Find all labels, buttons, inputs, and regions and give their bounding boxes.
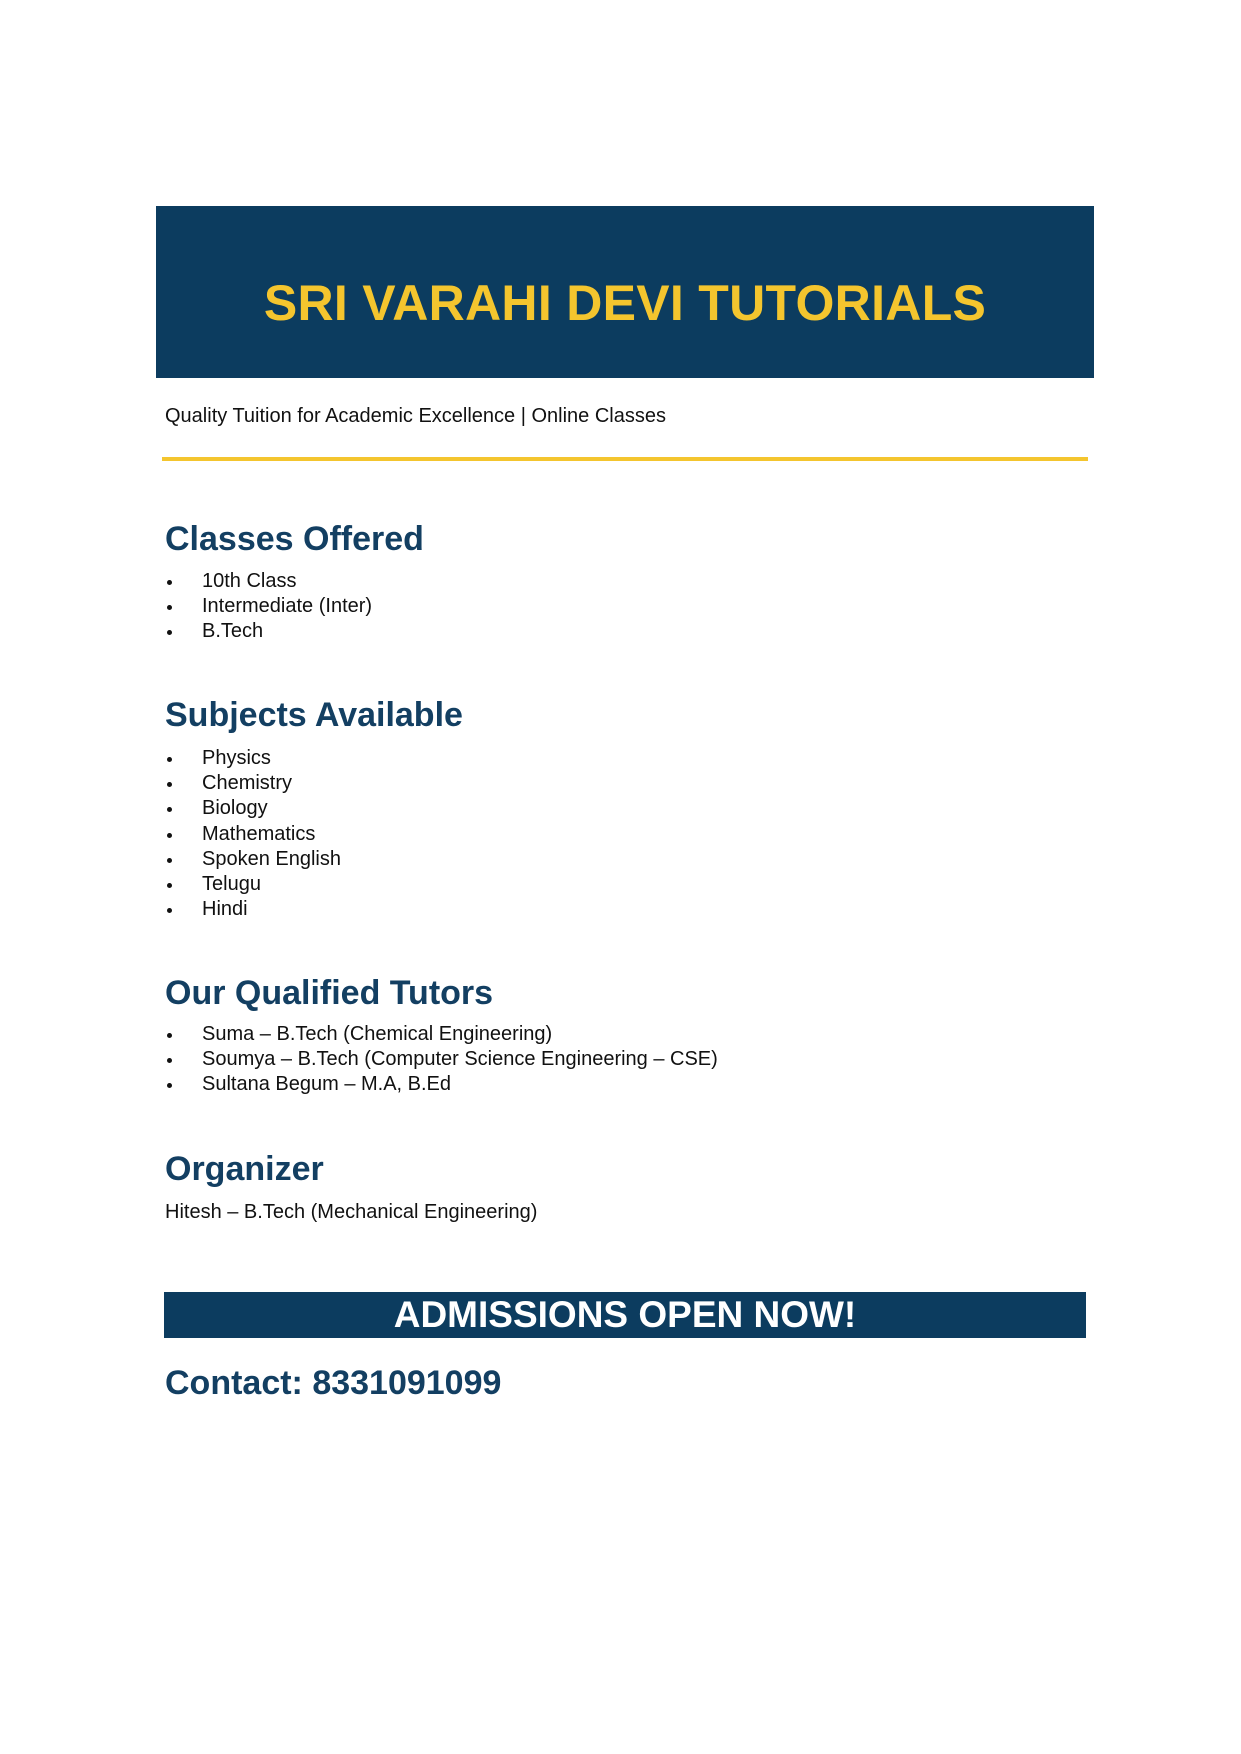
bullet-icon: [167, 883, 172, 888]
header-banner: [156, 206, 1094, 378]
bullet-icon: [167, 580, 172, 585]
list-item: [165, 569, 372, 594]
list-item: [165, 1022, 718, 1047]
bullet-icon: [167, 833, 172, 838]
list-item-text: Hindi: [202, 898, 248, 921]
list-item-text: Spoken English: [202, 847, 341, 870]
bullet-icon: [167, 1058, 172, 1063]
list-item-text: Biology: [202, 797, 268, 820]
admissions-banner: ADMISSIONS OPEN NOW!: [164, 1292, 1086, 1338]
list-item-text: Suma – B.Tech (Chemical Engineering): [202, 1023, 553, 1045]
list-item-text: Sultana Begum – M.A, B.Ed: [202, 1073, 452, 1096]
page-title: SRI VARAHI DEVI TUTORIALS: [263, 275, 987, 331]
list-item-text: Chemistry: [202, 772, 293, 795]
list-item: [165, 822, 341, 847]
list-item-text: Soumya – B.Tech (Computer Science Engineering – CSE): [202, 1048, 718, 1071]
bullet-icon: [167, 908, 172, 913]
tutors-list: [165, 1022, 718, 1098]
bullet-icon: [167, 858, 172, 863]
bullet-icon: [167, 1033, 172, 1038]
list-item-text: Mathematics: [202, 822, 316, 845]
list-item-text: Intermediate (Inter): [202, 595, 373, 618]
list-item-text: B.Tech: [202, 620, 264, 643]
divider: [162, 457, 1088, 461]
bullet-icon: [167, 782, 172, 787]
list-item: [165, 1047, 718, 1072]
list-item: [165, 897, 341, 922]
bullet-icon: [167, 757, 172, 762]
list-item-text: 10th Class: [202, 570, 297, 592]
list-item: [165, 1072, 718, 1097]
tutors-heading: Our Qualified Tutors: [165, 974, 494, 1012]
subjects-list: [165, 746, 341, 922]
bullet-icon: [167, 630, 172, 635]
organizer-heading: Organizer: [165, 1150, 324, 1188]
subjects-heading: Subjects Available: [165, 696, 463, 734]
contact-info: Contact: 8331091099: [165, 1364, 502, 1402]
list-item: [165, 771, 341, 796]
list-item-text: Telugu: [202, 872, 261, 895]
bullet-icon: [167, 1083, 172, 1088]
bullet-icon: [167, 605, 172, 610]
list-item: [165, 619, 372, 644]
list-item: [165, 594, 372, 619]
list-item: [165, 872, 341, 897]
organizer-text: Hitesh – B.Tech (Mechanical Engineering): [165, 1201, 538, 1223]
classes-list: [165, 569, 372, 645]
classes-heading: Classes Offered: [165, 520, 424, 558]
list-item: [165, 847, 341, 872]
tagline: Quality Tuition for Academic Excellence | Online Classes: [165, 405, 666, 427]
list-item-text: Physics: [202, 747, 271, 769]
bullet-icon: [167, 807, 172, 812]
list-item: [165, 796, 341, 821]
list-item: [165, 746, 341, 771]
